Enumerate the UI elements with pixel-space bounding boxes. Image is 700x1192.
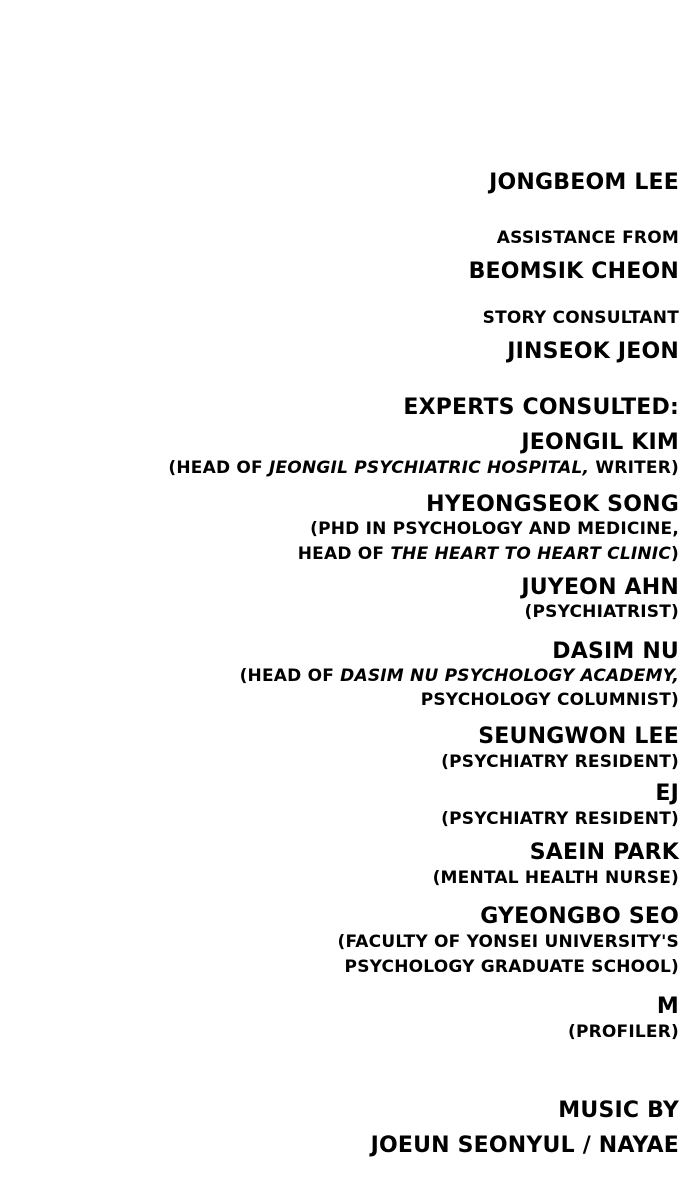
expert-name: JEONGIL KIM: [521, 430, 679, 455]
expert-name: JUYEON AHN: [521, 575, 679, 600]
expert-description: (FACULTY OF YONSEI UNIVERSITY'S: [337, 932, 679, 952]
expert-description: PSYCHOLOGY GRADUATE SCHOOL): [344, 957, 679, 977]
expert-name: SAEIN PARK: [529, 840, 679, 865]
expert-description: (PSYCHIATRY RESIDENT): [441, 809, 679, 829]
expert-description: HEAD OF THE HEART TO HEART CLINIC): [297, 544, 679, 564]
story-consultant-name: JINSEOK JEON: [507, 339, 679, 364]
expert-name: HYEONGSEOK SONG: [426, 492, 679, 517]
expert-description: (PROFILER): [567, 1022, 679, 1042]
author-name: JONGBEOM LEE: [489, 170, 679, 195]
expert-description: (MENTAL HEALTH NURSE): [432, 868, 679, 888]
experts-heading: EXPERTS CONSULTED:: [403, 395, 679, 420]
expert-name: GYEONGBO SEO: [480, 904, 679, 929]
music-name: JOEUN SEONYUL / NAYAE: [370, 1133, 679, 1158]
expert-description: (PHD IN PSYCHOLOGY AND MEDICINE,: [310, 519, 679, 539]
expert-description: (PSYCHIATRY RESIDENT): [441, 752, 679, 772]
expert-name: SEUNGWON LEE: [478, 724, 679, 749]
assistance-name: BEOMSIK CHEON: [468, 259, 679, 284]
expert-description: (HEAD OF DASIM NU PSYCHOLOGY ACADEMY,: [239, 666, 679, 686]
expert-name: DASIM NU: [552, 639, 679, 664]
expert-name: M: [656, 994, 679, 1019]
expert-description: (PSYCHIATRIST): [524, 602, 679, 622]
expert-name: EJ: [655, 781, 679, 806]
story-consultant-label: STORY CONSULTANT: [482, 308, 679, 328]
expert-description: (HEAD OF JEONGIL PSYCHIATRIC HOSPITAL, WRITER): [168, 458, 679, 478]
assistance-label: ASSISTANCE FROM: [496, 228, 679, 248]
music-label: MUSIC BY: [558, 1098, 679, 1123]
expert-description: PSYCHOLOGY COLUMNIST): [420, 690, 679, 710]
